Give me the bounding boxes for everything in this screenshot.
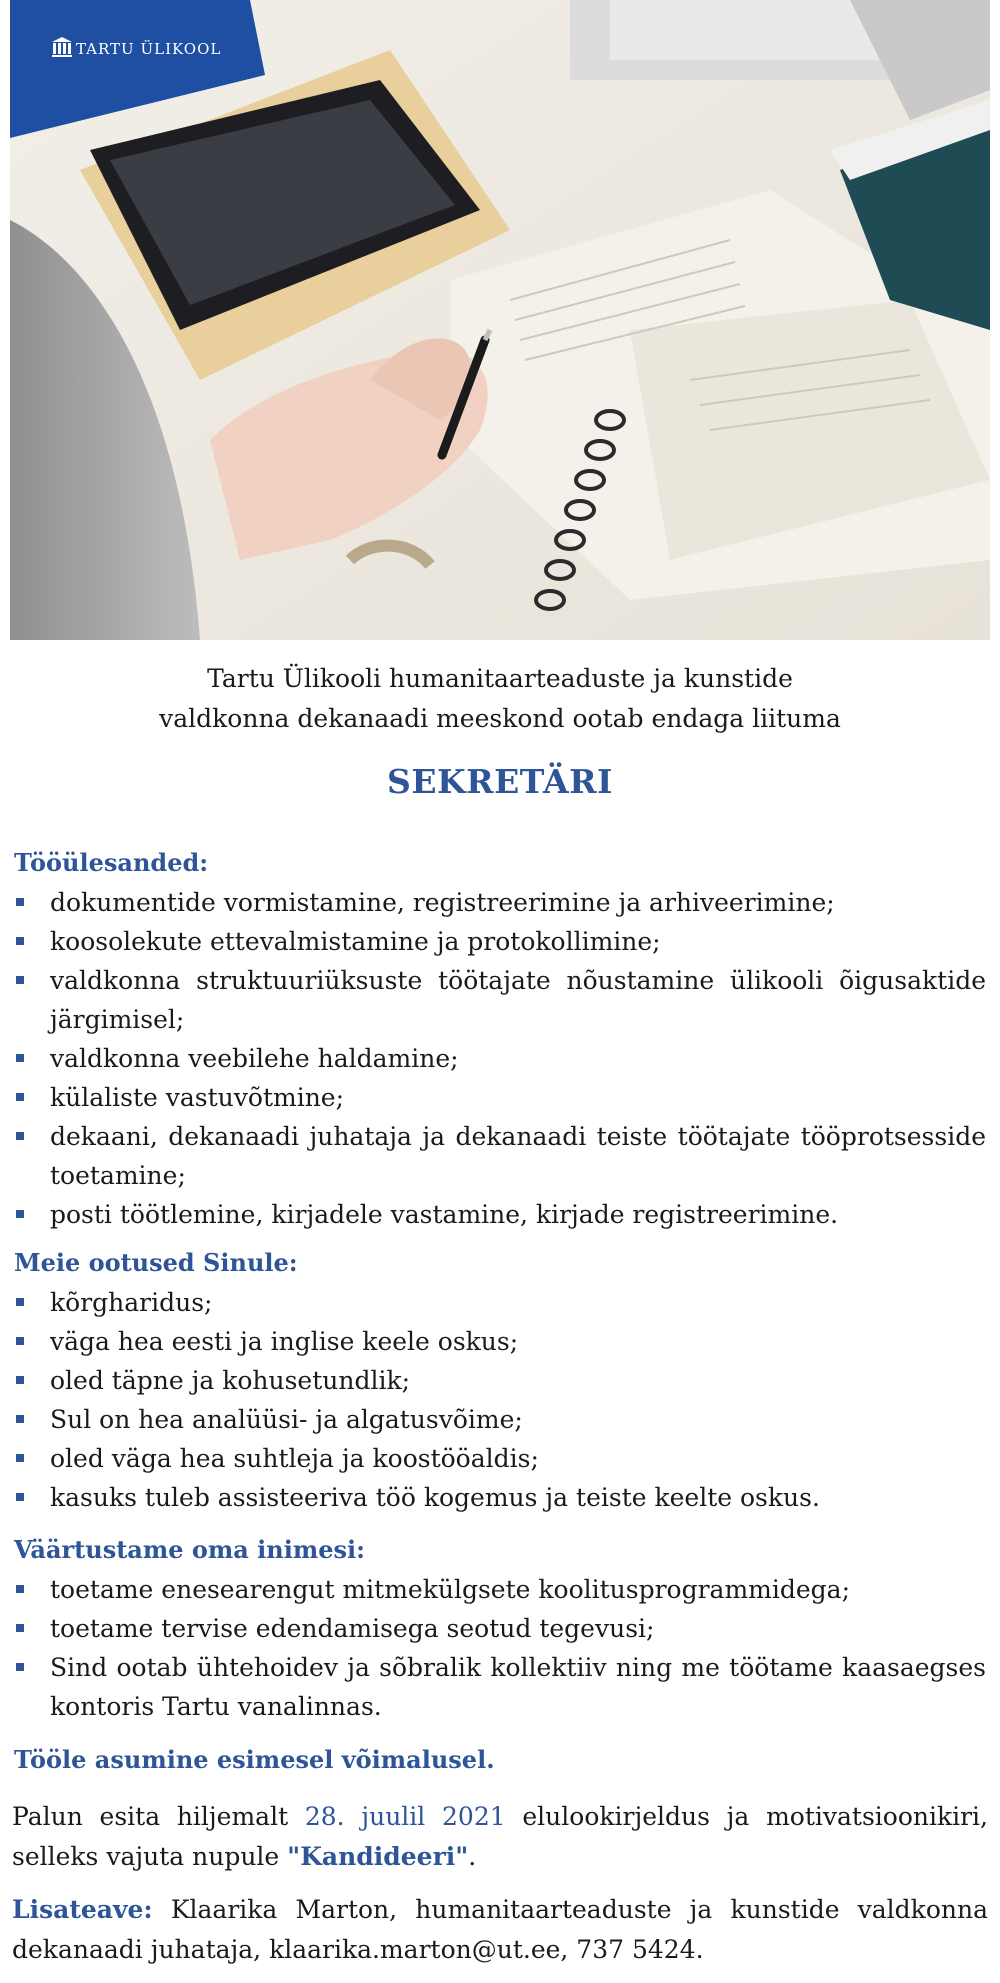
square-bullet-icon bbox=[16, 1210, 24, 1218]
list-item: kõrgharidus; bbox=[14, 1283, 986, 1322]
list-item: koosolekute ettevalmistamine ja protokollimine; bbox=[14, 922, 986, 961]
square-bullet-icon bbox=[16, 1132, 24, 1140]
list-item: toetame enesearengut mitmekülgsete koolitusprogrammidega; bbox=[14, 1570, 986, 1609]
square-bullet-icon bbox=[16, 898, 24, 906]
square-bullet-icon bbox=[16, 937, 24, 945]
intro-line-2: valdkonna dekanaadi meeskond ootab endaga liituma bbox=[159, 704, 841, 733]
list-item: väga hea eesti ja inglise keele oskus; bbox=[14, 1322, 986, 1361]
square-bullet-icon bbox=[16, 1585, 24, 1593]
list-item: oled täpne ja kohusetundlik; bbox=[14, 1361, 986, 1400]
intro-line-1: Tartu Ülikooli humanitaarteaduste ja kunstide bbox=[207, 664, 793, 693]
list-item: dekaani, dekanaadi juhataja ja dekanaadi teiste töötajate tööprotsesside toetamine; bbox=[14, 1117, 986, 1195]
apply-button-reference: "Kandideeri" bbox=[287, 1842, 469, 1871]
section-title-expectations: Meie ootused Sinule: bbox=[14, 1248, 298, 1277]
list-item: toetame tervise edendamisega seotud tegevusi; bbox=[14, 1609, 986, 1648]
logo-text: TARTU ÜLIKOOL bbox=[76, 40, 222, 58]
contact-paragraph bbox=[12, 1890, 988, 1970]
start-date-note: Tööle asumine esimesel võimalusel. bbox=[14, 1745, 495, 1774]
list-item: oled väga hea suhtleja ja koostööaldis; bbox=[14, 1439, 986, 1478]
values-list bbox=[14, 1570, 986, 1726]
list-item: dokumentide vormistamine, registreerimine ja arhiveerimine; bbox=[14, 883, 986, 922]
deadline: 28. juulil 2021 bbox=[304, 1802, 506, 1831]
apply-paragraph: Palun esita hiljemalt 28. juulil 2021 elulookirjeldus ja motivatsioonikiri, selleks vajuta nupule "Kandideeri". bbox=[12, 1802, 989, 1871]
square-bullet-icon bbox=[16, 1298, 24, 1306]
logo-badge bbox=[10, 0, 265, 138]
square-bullet-icon bbox=[16, 1337, 24, 1345]
list-item: valdkonna struktuuriüksuste töötajate nõustamine ülikooli õigusaktide järgimisel; bbox=[14, 961, 986, 1039]
square-bullet-icon bbox=[16, 1376, 24, 1384]
square-bullet-icon bbox=[16, 1454, 24, 1462]
section-title-values: Väärtustame oma inimesi: bbox=[14, 1535, 366, 1564]
square-bullet-icon bbox=[16, 1415, 24, 1423]
task-list bbox=[14, 883, 986, 1234]
university-columns-icon bbox=[51, 36, 73, 58]
list-item: kasuks tuleb assisteeriva töö kogemus ja teiste keelte oskus. bbox=[14, 1478, 986, 1517]
list-item: Sul on hea analüüsi- ja algatusvõime; bbox=[14, 1400, 986, 1439]
list-item: posti töötlemine, kirjadele vastamine, kirjade registreerimine. bbox=[14, 1195, 986, 1234]
section-title-tasks: Tööülesanded: bbox=[14, 848, 209, 877]
contact-label: Lisateave: bbox=[12, 1895, 153, 1924]
list-item: külaliste vastuvõtmine; bbox=[14, 1078, 986, 1117]
square-bullet-icon bbox=[16, 1663, 24, 1671]
square-bullet-icon bbox=[16, 1624, 24, 1632]
square-bullet-icon bbox=[16, 976, 24, 984]
contact-text: Klaarika Marton, humanitaarteaduste ja kunstide valdkonna dekanaadi juhataja, klaarika.marton@ut.ee, 737 5424. bbox=[12, 1895, 988, 1964]
list-item: Sind ootab ühtehoidev ja sõbralik kollektiiv ning me töötame kaasaegses kontoris Tartu vanalinnas. bbox=[14, 1648, 986, 1726]
page-title: SEKRETÄRI bbox=[387, 762, 613, 801]
square-bullet-icon bbox=[16, 1493, 24, 1501]
square-bullet-icon bbox=[16, 1054, 24, 1062]
list-item: valdkonna veebilehe haldamine; bbox=[14, 1039, 986, 1078]
expectations-list bbox=[14, 1283, 986, 1517]
square-bullet-icon bbox=[16, 1093, 24, 1101]
